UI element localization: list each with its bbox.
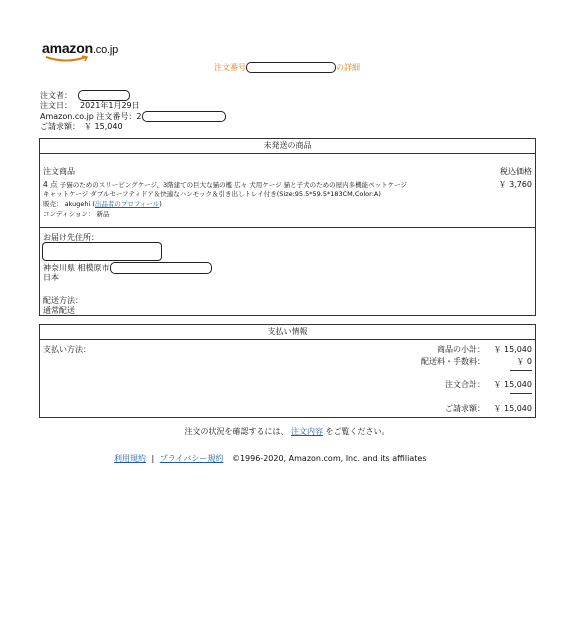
ship-to-label: お届け先住所：	[43, 233, 99, 242]
total-value: ￥ 15,040	[493, 380, 532, 389]
order-date-value: 2021年1月29日	[80, 101, 140, 110]
page-title	[0, 62, 574, 73]
shipping-label: 配送料・手数料：	[421, 357, 485, 366]
seller-name: akugehi	[64, 200, 91, 208]
col-item-header: 注文商品	[43, 167, 75, 176]
billed-label: ご請求額：	[40, 122, 80, 131]
copyright: ©1996-2020, Amazon.com, Inc. and its affiliates	[231, 454, 427, 463]
billed-total-value: ￥ 15,040	[493, 404, 532, 413]
logo-suffix: .co.jp	[92, 44, 119, 56]
address-prefix: 神奈川県 相模原市	[43, 263, 110, 273]
condition-line	[43, 209, 109, 218]
seller-line: 販売： akugehi (出品者のプロフィール)	[43, 200, 162, 208]
orderer-label: 注文者：	[40, 91, 72, 100]
product-title-line2: キャットケージ ダブルセーフティドア＆快適なハンモック＆引き出しトレイ付き(Size:95.5*59.5*183CM,Color:A)	[43, 190, 381, 198]
seller-profile-link[interactable]: 出品者のプロフィール	[94, 200, 160, 208]
order-details-link[interactable]: 注文内容	[291, 427, 323, 436]
rule-1	[510, 370, 532, 371]
condition-label: コンディション：	[43, 210, 95, 218]
terms-link[interactable]: 利用規約	[114, 454, 146, 463]
unshipped-section	[39, 138, 536, 316]
redacted-order-number	[246, 62, 336, 73]
order-date-label: 注文日：	[40, 101, 72, 110]
status-prefix: 注文の状況を確認するには、	[184, 427, 289, 436]
title-prefix: 注文番号	[214, 63, 246, 72]
seller-label: 販売：	[43, 200, 63, 208]
total-label: 注文合計：	[445, 380, 485, 389]
billed-value: ￥ 15,040	[84, 122, 123, 131]
subtotal-label: 商品の小計：	[437, 345, 485, 354]
footer-separator: |	[151, 454, 155, 463]
payment-heading: 支払い情報	[40, 325, 535, 340]
shipping-value: ￥ 0	[516, 357, 532, 366]
payment-section	[39, 324, 536, 418]
order-number-prefix: 2	[136, 112, 142, 121]
product-title-line1: 子猫のためのスリーピングケージ、3階建ての巨大な猫の檻 広々 犬用ケージ 猫と子犬のための屋内多機能ペットケージ	[59, 181, 407, 189]
amazon-logo	[42, 40, 118, 56]
address-line	[43, 262, 212, 274]
payment-method-label: 支払い方法：	[43, 345, 91, 354]
redacted-order-no	[142, 111, 226, 122]
col-price-header: 税込価格	[500, 167, 532, 176]
redacted-orderer	[78, 90, 130, 101]
billed-total-label: ご請求額：	[445, 404, 485, 413]
logo-text: amazon	[42, 40, 93, 56]
country: 日本	[43, 273, 59, 282]
rule-2	[510, 393, 532, 394]
redacted-address	[110, 262, 212, 274]
ship-method-value: 通常配送	[43, 306, 75, 315]
status-line	[0, 426, 574, 437]
title-suffix: の詳細	[336, 63, 360, 72]
ship-method-label: 配送方法：	[43, 296, 83, 305]
subtotal-value: ￥ 15,040	[493, 345, 532, 354]
condition-value: 新品	[96, 210, 110, 218]
order-number-label: Amazon.co.jp 注文番号：	[40, 112, 137, 121]
privacy-link[interactable]: プライバシー規約	[159, 454, 224, 463]
footer	[114, 453, 426, 464]
section-divider	[40, 227, 535, 228]
item-price: ￥ 3,760	[498, 180, 532, 189]
status-suffix: をご覧ください。	[325, 427, 390, 436]
order-summary	[40, 90, 226, 132]
item-quantity: 4 点	[43, 180, 58, 189]
redacted-recipient	[42, 242, 162, 261]
unshipped-heading: 未発送の商品	[40, 139, 535, 154]
